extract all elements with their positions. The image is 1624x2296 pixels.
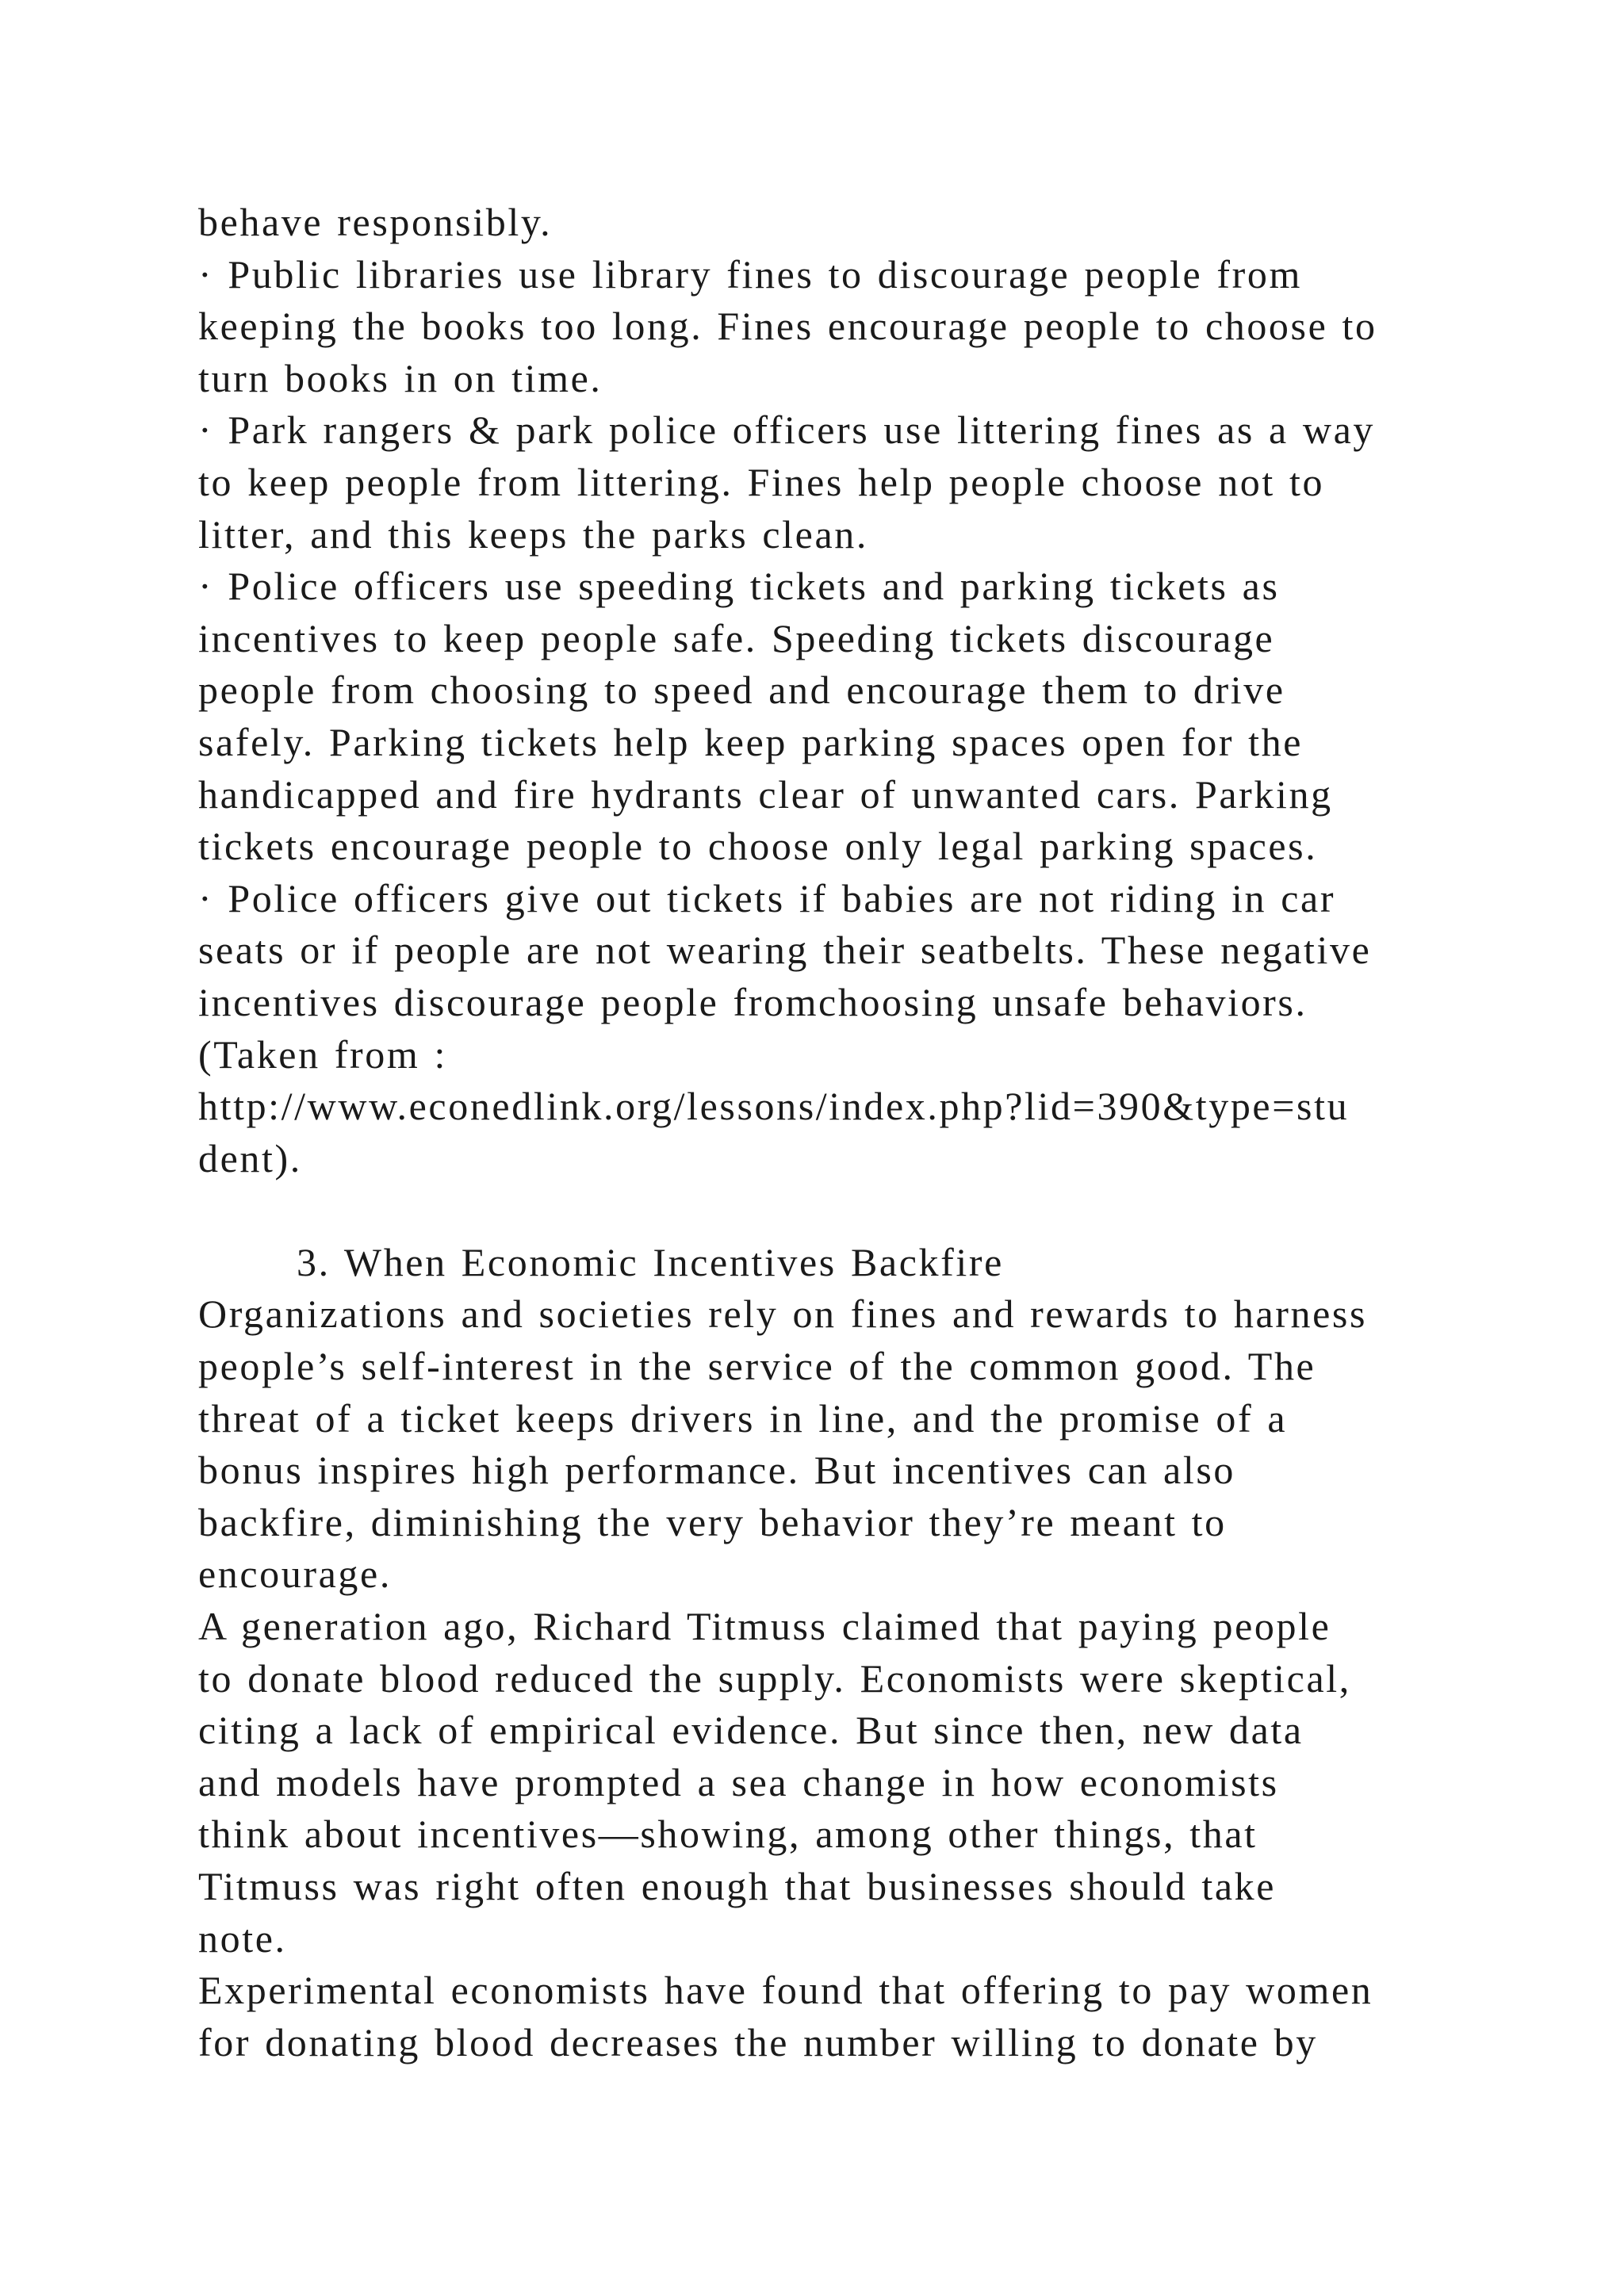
section-incentives-backfire	[198, 1288, 1499, 2068]
text-line: backfire, diminishing the very behavior they’re meant to	[198, 1499, 1227, 1544]
text-line: Organizations and societies rely on fines and rewards to harness	[198, 1292, 1368, 1337]
body-text	[198, 197, 1499, 2068]
text-line: encourage.	[198, 1552, 392, 1597]
text-line: threat of a ticket keeps drivers in line, and the promise of a	[198, 1395, 1288, 1441]
text-line: people from choosing to speed and encourage them to drive	[198, 668, 1285, 713]
text-line: behave responsibly.	[198, 200, 553, 244]
text-line: incentives to keep people safe. Speeding tickets discourage	[198, 615, 1275, 660]
text-line: for donating blood decreases the number willing to donate by	[198, 2019, 1318, 2064]
text-line: safely. Parking tickets help keep parking spaces open for the	[198, 719, 1304, 764]
text-line: seats or if people are not wearing their seatbelts. These negative	[198, 928, 1372, 973]
text-line: http://www.econedlink.org/lessons/index.php?lid=390&type=stu	[198, 1084, 1350, 1129]
text-line: (Taken from :	[198, 1031, 447, 1077]
text-line: think about incentives—showing, among other things, that	[198, 1812, 1258, 1857]
text-line: to donate blood reduced the supply. Economists were skeptical,	[198, 1655, 1351, 1701]
text-line: · Police officers give out tickets if babies are not riding in car	[198, 875, 1336, 920]
text-line: keeping the books too long. Fines encourage people to choose to	[198, 304, 1377, 349]
text-line: handicapped and fire hydrants clear of unwanted cars. Parking	[198, 771, 1333, 817]
text-line: · Park rangers & park police officers use littering fines as a way	[198, 408, 1376, 453]
text-line: · Public libraries use library fines to discourage people from	[198, 251, 1303, 297]
text-line: tickets encourage people to choose only legal parking spaces.	[198, 824, 1318, 869]
text-line: Titmuss was right often enough that businesses should take	[198, 1864, 1277, 1908]
text-line: dent).	[198, 1135, 302, 1181]
section-heading: 3. When Economic Incentives Backfire	[297, 1239, 1004, 1284]
text-line: citing a lack of empirical evidence. But since then, new data	[198, 1708, 1304, 1753]
text-line: note.	[198, 1915, 287, 1961]
text-line: to keep people from littering. Fines help people choose not to	[198, 459, 1325, 504]
text-line: bonus inspires high performance. But incentives can also	[198, 1448, 1235, 1493]
text-line: A generation ago, Richard Titmuss claimed that paying people	[198, 1604, 1331, 1649]
text-line: incentives discourage people fromchoosing unsafe behaviors.	[198, 979, 1308, 1024]
text-line: Experimental economists have found that offering to pay women	[198, 1968, 1373, 2013]
text-line: and models have prompted a sea change in how economists	[198, 1759, 1279, 1804]
text-line: · Police officers use speeding tickets and parking tickets as	[198, 564, 1280, 609]
text-line: people’s self-interest in the service of the common good. The	[198, 1344, 1316, 1389]
section-incentive-examples	[198, 197, 1499, 1184]
text-line: turn books in on time.	[198, 355, 603, 400]
blank-line	[198, 1184, 1499, 1237]
text-line: litter, and this keeps the parks clean.	[198, 511, 868, 557]
